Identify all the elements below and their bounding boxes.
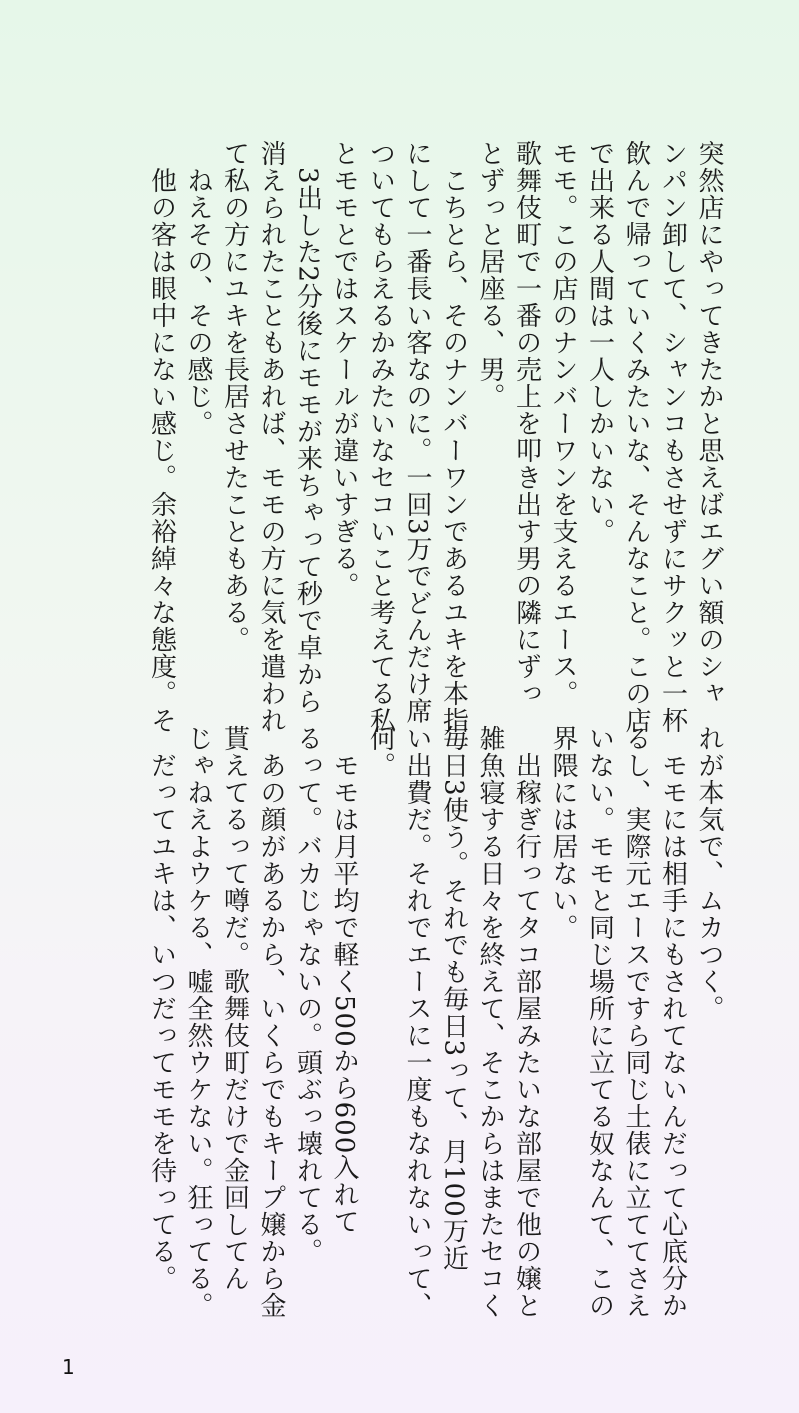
text-line: いない。モモと同じ場所に立てる奴なんて、この (584, 725, 615, 1319)
text-line: とずっと居座る、男。 (475, 140, 505, 410)
text-line: 歌舞伎町で一番の売上を叩き出す男の隣にずっ (511, 140, 542, 707)
text-line: ねえその、その感じ。 (183, 140, 213, 437)
text-line: こちとら、そのナンバーワンであるユキを本指 (438, 140, 469, 734)
text-line: だってユキは、いつだってモモを待ってる。 (146, 725, 177, 1292)
text-line: るし、実際元エースですら同じ土俵に立ててさえ (621, 725, 651, 1319)
text-line: れが本気で、ムカつく。 (694, 725, 724, 1022)
text-line: るって。バカじゃないの。頭ぶっ壊れてる。 (292, 725, 323, 1265)
text-line: て私の方にユキを長居させたこともある。 (219, 140, 250, 653)
text-line: ついてもらえるかみたいなセコいこと考えてる私 (365, 140, 396, 734)
text-line: 毎日3使う。それでも毎日3って、月100万近 (438, 725, 469, 1272)
text-line: 雑魚寝する日々を終えて、そこからはまたセコく (475, 725, 505, 1319)
text-line: にして一番長い客なのに。一回3万でどんだけ席 (402, 140, 432, 725)
text-line: モモ。この店のナンバーワンを支えるエース。 (548, 140, 578, 707)
text-block-top (143, 140, 727, 734)
text-line: とモモとではスケールが違いすぎる。 (329, 140, 359, 599)
text-line: 出稼ぎ行ってタコ部屋みたいな部屋で他の嬢と (511, 725, 542, 1319)
text-line: 消えられたこともあれば、モモの方に気を遣われ (256, 140, 286, 734)
text-line: 突然店にやってきたかと思えばエグい額のシャ (694, 140, 724, 707)
text-line: あの顔があるから、いくらでもキープ嬢から金 (256, 725, 286, 1319)
text-line: い出費だ。それでエースに一度もなれないって、 (402, 725, 432, 1319)
text-line: で出来る人間は一人しかいない。 (584, 140, 615, 545)
text-line: 3出した2分後にモモが来ちゃって秒で卓から (292, 140, 323, 716)
text-line: モモは月平均で軽く500から600入れて (329, 725, 359, 1236)
text-line: 界隈には居ない。 (548, 725, 578, 941)
text-line: ンパン卸して、シャンコもさせずにサクッと一杯 (657, 140, 688, 734)
page-number: 1 (62, 1355, 75, 1379)
text-line: 何。 (365, 725, 396, 779)
text-line: 飲んで帰っていくみたいな、そんなこと。この店 (621, 140, 651, 734)
text-block-bottom (143, 725, 727, 1319)
text-line: じゃねえよウケる、嘘全然ウケない。狂ってる。 (183, 725, 213, 1319)
text-line: モモには相手にもされてないんだって心底分か (657, 725, 688, 1319)
text-line: 他の客は眼中にない感じ。余裕綽々な態度。そ (146, 140, 177, 734)
text-line: 貰えてるって噂だ。歌舞伎町だけで金回してん (219, 725, 250, 1292)
